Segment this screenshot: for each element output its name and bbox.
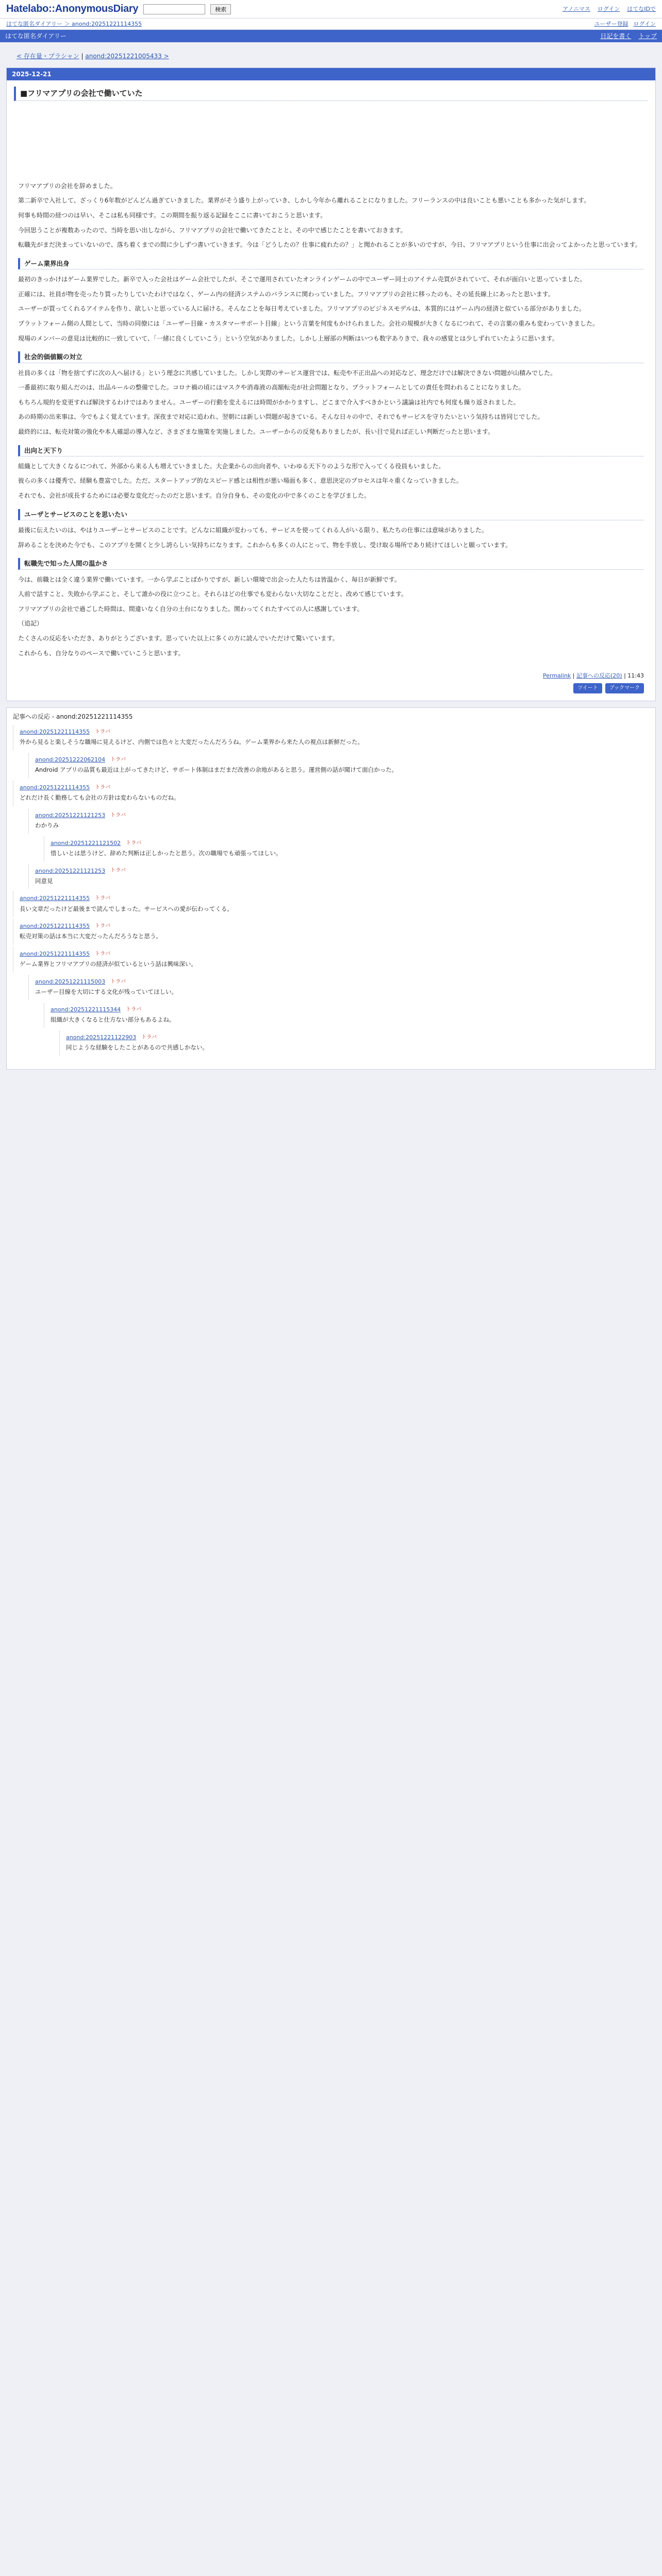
comment-text: ゲーム業界とフリマアプリの経済が似ているという話は興味深い。 — [20, 960, 197, 968]
article-footer — [7, 668, 655, 683]
footer-separator: | — [572, 672, 576, 680]
comment-id-link[interactable]: anond:20251221114355 — [20, 895, 90, 902]
comment-text: 惜しいとは思うけど、辞めた判断は正しかったと思う。次の職場でも頑張ってほしい。 — [51, 849, 282, 857]
comment-label[interactable]: トラバ — [141, 1034, 157, 1040]
section-paragraph: ユーザーが買ってくれるアイテムを作り、欲しいと思っている人に届ける。そんなことを毎日考えていました。フリマアプリのビジネスモデルは、本質的にはゲーム内の経済と似ている部分がありました。 — [18, 305, 586, 313]
comment-id-link[interactable]: anond:20251221121253 — [35, 811, 106, 819]
comment-item — [44, 837, 649, 861]
section-paragraph: 現場のメンバーの意見は比較的に一致していて、「一緒に良くしていこう」という空気がありました。しかし上層部の判断はいつも数字ありきで、我々の感覚とは少しずれていたように思います。 — [18, 334, 558, 342]
comment-text: 外から見ると楽しそうな職場に見えるけど、内側では色々と大変だったんだろうね。ゲーム業界から来た人の視点は新鮮だった。 — [20, 738, 363, 746]
top-link[interactable]: トップ — [638, 32, 657, 40]
comments-section — [6, 707, 656, 1070]
prev-entry-link[interactable]: < 存在量・プラシャン — [16, 53, 79, 60]
write-diary-link[interactable]: 日記を書く — [600, 32, 632, 40]
diary-title-bar — [0, 30, 662, 42]
section-paragraph: 辞めることを決めた今でも、このアプリを開くと少し誇らしい気持ちになります。これからも多くの人にとって、物を手放し、受け取る場所であり続けてほしいと願っています。 — [18, 541, 512, 549]
comment-item — [13, 781, 649, 806]
comments-heading: 記事への反応 - anond:20251221114355 — [13, 713, 133, 720]
comment-id-link[interactable]: anond:20251221114355 — [20, 728, 90, 736]
pager-separator: | — [81, 53, 84, 60]
comment-id-link[interactable]: anond:20251221121502 — [51, 839, 121, 846]
closing-paragraph: （追記） — [18, 620, 43, 628]
header-link-login[interactable]: ログイン — [597, 5, 620, 12]
comment-label[interactable]: トラバ — [95, 895, 111, 902]
section-paragraph: 組織として大きくなるにつれて、外部から来る人も増えていきました。大企業からの出向者や、いわゆる天下りのような形で入ってくる役員もいました。 — [18, 462, 445, 470]
search-input[interactable] — [143, 4, 205, 14]
comment-label[interactable]: トラバ — [95, 729, 111, 735]
comment-item — [28, 809, 649, 834]
header-link-hatena-id[interactable]: はてなIDで — [627, 5, 656, 12]
comment-meta — [20, 727, 649, 736]
comment-item — [13, 725, 649, 750]
user-links — [594, 20, 656, 28]
section-paragraph: 社員の多くは「物を捨てずに次の人へ届ける」という理念に共感していました。しかし実際のサービス運営では、転売や不正出品への対応など、理念だけでは解決できない問題が山積みでした。 — [18, 369, 557, 377]
article-date: 2025-12-21 — [7, 68, 655, 80]
comment-id-link[interactable]: anond:20251222062104 — [35, 756, 106, 764]
section-paragraph: 最後に伝えたいのは、やはりユーザーとサービスのことです。どんなに組織が変わっても、サービスを使ってくれる人がいる限り、私たちの仕事には意味がありました。 — [18, 527, 488, 534]
comment-id-link[interactable]: anond:20251221115344 — [51, 1006, 121, 1013]
comment-label[interactable]: トラバ — [110, 756, 126, 762]
pager — [16, 52, 656, 61]
section-heading: 転職先で知った人間の温かさ — [18, 558, 644, 569]
comment-id-link[interactable]: anond:20251221121253 — [35, 867, 106, 874]
article-title — [14, 87, 648, 101]
intro-paragraph: 今回思うことが複数あったので、当時を思い出しながら、フリマアプリの会社で働いてきたことと、その中で感じたことを書いておきます。 — [18, 226, 407, 234]
comment-text: 同意見 — [35, 877, 53, 885]
tweet-button[interactable]: ツイート — [573, 683, 602, 693]
comment-label[interactable]: トラバ — [110, 812, 126, 818]
bookmark-button[interactable]: ブックマーク — [605, 683, 644, 693]
article — [6, 67, 656, 701]
comment-meta — [51, 1005, 649, 1014]
comment-text: 同じような経験をしたことがあるので共感しかない。 — [66, 1043, 208, 1051]
section-paragraph: 彼らの多くは優秀で、経験も豊富でした。ただ、スタートアップ的なスピード感とは相性が悪い場面も多く、意思決定のプロセスは年々重くなっていきました。 — [18, 477, 462, 485]
comment-item — [59, 1031, 649, 1056]
comment-id-link[interactable]: anond:20251221114355 — [20, 923, 90, 930]
section-paragraph: 人前で話すこと、失敗から学ぶこと、そして誰かの役に立つこと。それらはどの仕事でも変わらない大切なことだと、改めて感じています。 — [18, 590, 408, 598]
section-paragraph: 今は、前職とは全く違う業界で働いています。一から学ぶことばかりですが、新しい環境で出会った人たちは皆温かく、毎日が新鮮です。 — [18, 575, 401, 583]
comment-meta — [20, 922, 649, 930]
header-links — [562, 5, 656, 13]
comment-meta — [35, 811, 649, 820]
comment-meta — [20, 783, 649, 792]
comment-item — [28, 975, 649, 1000]
section-paragraph: それでも、会社が成長するためには必要な変化だったのだと思います。自分自身も、その変化の中で多くのことを学びました。 — [18, 492, 371, 500]
intro-paragraph: 第二新卒で入社して、ざっくり6年数がどんどん過ぎていきました。業界がそう盛り上がっていき、しかし今年から離れることになりました。フリーランスの中は良いことも悪いことも多かった気がします。 — [18, 197, 590, 205]
permalink[interactable]: Permalink — [543, 672, 571, 680]
diary-title[interactable]: はてな匿名ダイアリー — [5, 32, 67, 40]
login-link[interactable]: ログイン — [633, 20, 656, 27]
comment-meta — [35, 755, 649, 764]
intro-paragraph: 何事も時間の経つのは早い、そこは私も同様です。この期間を振り返る記録をここに書いておこうと思います。 — [18, 212, 327, 219]
comment-label[interactable]: トラバ — [110, 868, 126, 874]
comment-text: 長い文章だったけど最後まで読んでしまった。サービスへの愛が伝わってくる。 — [20, 905, 233, 912]
comment-meta — [35, 867, 649, 875]
comment-meta — [51, 839, 649, 848]
section-paragraph: 正確には、社員が物を売ったり買ったりしていたわけではなく、ゲーム内の経済システムのバランスに関わっていました。フリマアプリの会社に移ったのも、その延長線上にあったと思います。 — [18, 290, 554, 298]
comment-label[interactable]: トラバ — [126, 1006, 142, 1012]
section-paragraph: 一番最初に取り組んだのは、出品ルールの整備でした。コロナ禍の頃にはマスクや消毒液の高額転売が社会問題となり、プラットフォームとしての責任を問われることになりました。 — [18, 384, 525, 392]
comment-id-link[interactable]: anond:20251221114355 — [20, 951, 90, 958]
comment-text: ユーザー目線を大切にする文化が残っていてほしい。 — [35, 988, 177, 996]
comment-meta — [35, 977, 649, 986]
comment-item — [28, 865, 649, 889]
closing-paragraph: たくさんの反応をいただき、ありがとうございます。思っていた以上に多くの方に読んでいただけて驚いています。 — [18, 634, 339, 642]
comment-text: 転売対策の話は本当に大変だったんだろうなと思う。 — [20, 933, 162, 940]
section-paragraph: 最終的には、転売対策の強化や本人確認の導入など、さまざまな施策を実施しました。ユーザーからの反発もありましたが、長い目で見れば正しい判断だったと思います。 — [18, 428, 494, 435]
comment-label[interactable]: トラバ — [110, 978, 126, 985]
footer-separator: | — [624, 672, 628, 680]
comment-meta — [66, 1033, 649, 1042]
comment-text: わかりみ — [35, 821, 59, 829]
section-paragraph: プラットフォーム側の人間として、当時の同僚には「ユーザー目線・カスタマーサポート目線」という言葉を何度もかけられました。会社の規模が大きくなるにつれて、その言葉の重みも変わっていきました。 — [18, 319, 599, 327]
intro-paragraph: フリマアプリの会社を辞めました。 — [18, 182, 117, 190]
comment-label[interactable]: トラバ — [95, 784, 111, 790]
post-time: 11:43 — [627, 672, 644, 680]
article-title-link[interactable]: ■フリマアプリの会社で働いていた — [20, 88, 143, 98]
comment-item — [13, 920, 649, 944]
comment-text: 組織が大きくなると仕方ない部分もあるよね。 — [51, 1015, 175, 1023]
share-buttons — [7, 683, 655, 701]
breadcrumb[interactable]: はてな匿名ダイアリー ＞ anond:20251221114355 — [6, 20, 142, 27]
comment-label[interactable]: トラバ — [95, 923, 111, 929]
register-link[interactable]: ユーザー登録 — [594, 20, 628, 27]
main-content — [0, 42, 662, 1070]
section-heading: 社会的価値観の対立 — [18, 351, 644, 363]
responses-link[interactable]: 記事への反応(20) — [576, 672, 622, 680]
comment-meta — [20, 950, 649, 958]
blank-space — [18, 104, 644, 181]
intro-paragraph: 転職先がまだ決まっていないので、落ち着くまでの間に少しずつ書いていきます。今は「どうしたの？仕事に疲れたの？」と聞かれることが多いのですが、今日、フリマアプリという仕事に出会ってよかったと思っています。 — [18, 241, 641, 249]
comment-list — [13, 725, 649, 1055]
closing-paragraph: これからも、自分なりのペースで働いていこうと思います。 — [18, 649, 185, 657]
article-body — [7, 104, 655, 668]
section-heading: ユーザとサービスのことを思いたい — [18, 509, 644, 520]
section-paragraph: 最初のきっかけはゲーム業界でした。新卒で入った会社はゲーム会社でしたが、そこで運用されていたオンラインゲームの中でユーザー同士のアイテム売買がされていて、それが面白いと思っていました。 — [18, 276, 586, 283]
section-heading: 出向と天下り — [18, 445, 644, 456]
comment-meta — [20, 894, 649, 903]
comment-label[interactable]: トラバ — [95, 951, 111, 957]
comment-label[interactable]: トラバ — [126, 840, 142, 846]
section-paragraph: あの時期の出来事は、今でもよく覚えています。深夜まで対応に追われ、翌朝には新しい問題が起きている。そんな日々の中で、それでもサービスを守りたいという気持ちは皆同じでした。 — [18, 413, 544, 421]
site-logo[interactable]: Hatelabo::AnonymousDiary — [6, 3, 139, 14]
comment-item — [44, 1003, 649, 1028]
sub-header — [0, 19, 662, 30]
top-header — [0, 0, 662, 19]
next-entry-link[interactable]: anond:20251221005433 > — [85, 53, 169, 60]
section-heading: ゲーム業界出身 — [18, 258, 644, 269]
section-paragraph: もちろん規約を変更すれば解決するわけではありません。ユーザーの行動を変えるには時間がかかりますし、どこまで介入すべきかという議論は社内でも何度も繰り返されました。 — [18, 398, 520, 406]
header-link-anonymous[interactable]: アノニマス — [562, 5, 590, 12]
comment-id-link[interactable]: anond:20251221122903 — [66, 1033, 137, 1041]
comment-id-link[interactable]: anond:20251221115003 — [35, 978, 106, 986]
section-paragraph: フリマアプリの会社で過ごした時間は、間違いなく自分の土台になりました。関わってくれたすべての人に感謝しています。 — [18, 605, 363, 613]
diary-nav — [600, 31, 657, 41]
comment-item — [28, 753, 649, 778]
comment-text: Android アプリの品質も最近は上がってきたけど、サポート体制はまだまだ改善の余地があると思う。運営側の話が聞けて面白かった。 — [35, 766, 398, 774]
comment-id-link[interactable]: anond:20251221114355 — [20, 784, 90, 791]
comment-item — [13, 892, 649, 917]
search-button[interactable]: 検索 — [210, 4, 231, 14]
comment-item — [13, 947, 649, 972]
comment-text: どれだけ長く勤務しても会社の方針は変わらないものだね。 — [20, 794, 180, 802]
